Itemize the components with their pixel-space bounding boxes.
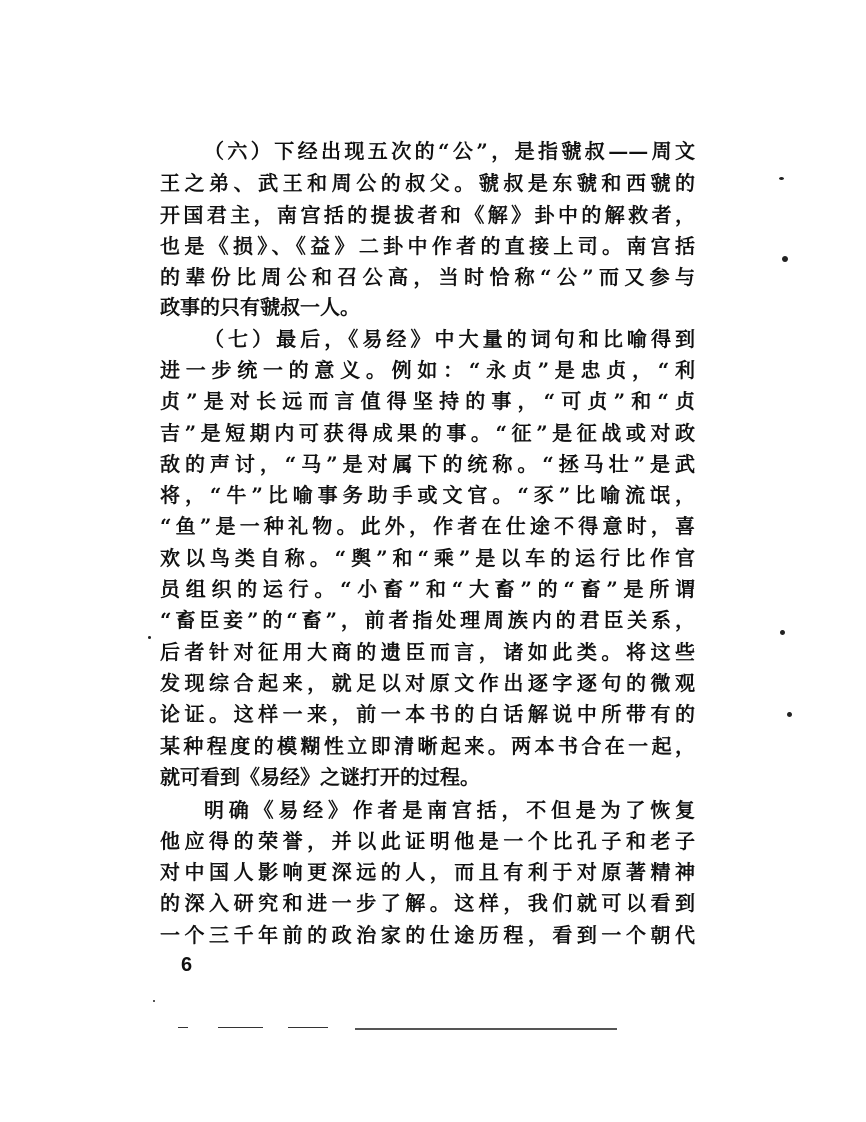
scan-rule bbox=[288, 1027, 328, 1028]
scan-speck bbox=[782, 256, 788, 262]
text-line: 后者针对征用大商的遗臣而言，诸如此类。将这些 bbox=[160, 640, 695, 664]
text-line: 的深入研究和进一步了解。这样，我们就可以看到 bbox=[160, 891, 695, 915]
text-line: 他应得的荣誉，并以此证明他是一个比孔子和老子 bbox=[160, 829, 695, 853]
text-line: 员组织的运行。“小畜”和“大畜”的“畜”是所谓 bbox=[160, 577, 695, 601]
text-line: 进一步统一的意义。例如：“永贞”是忠贞，“利 bbox=[160, 358, 695, 382]
text-line: 论证。这样一来，前一本书的白话解说中所带有的 bbox=[160, 702, 695, 726]
text-line: “畜臣妾”的“畜”，前者指处理周族内的君臣关系， bbox=[160, 608, 695, 632]
text-line: 的辈份比周公和召公高，当时恰称“公”而又参与 bbox=[160, 265, 695, 289]
text-line: 欢以鸟类自称。“舆”和“乘”是以车的运行比作官 bbox=[160, 546, 695, 570]
text-line: 发现综合起来，就足以对原文作出逐字逐句的微观 bbox=[160, 671, 695, 695]
text-line: 一个三千年前的政治家的仕途历程，看到一个朝代 bbox=[160, 923, 695, 947]
page-number: 6 bbox=[181, 954, 193, 976]
text-line: （六）下经出现五次的“公”，是指虢叔——周文 bbox=[204, 139, 695, 163]
scan-speck bbox=[779, 177, 784, 180]
text-line: 将，“牛”比喻事务助手或文官。“豕”比喻流氓， bbox=[160, 483, 695, 507]
text-line: 王之弟、武王和周公的叔父。虢叔是东虢和西虢的 bbox=[160, 171, 695, 195]
scan-speck bbox=[787, 712, 792, 717]
text-line: 贞”是对长远而言值得坚持的事，“可贞”和“贞 bbox=[160, 389, 695, 413]
text-line: 吉”是短期内可获得成果的事。“征”是征战或对政 bbox=[160, 421, 695, 445]
scan-rule bbox=[355, 1028, 617, 1030]
text-line: 也是《损》、《益》二卦中作者的直接上司。南宫括 bbox=[160, 234, 695, 258]
text-line: 明确《易经》作者是南宫括，不但是为了恢复 bbox=[204, 798, 695, 822]
text-line: 政事的只有虢叔一人。 bbox=[160, 295, 360, 319]
scan-speck bbox=[148, 636, 151, 639]
text-line: “鱼”是一种礼物。此外，作者在仕途不得意时，喜 bbox=[160, 514, 695, 538]
scan-rule bbox=[218, 1027, 263, 1028]
scan-rule bbox=[178, 1027, 188, 1028]
scan-speck bbox=[780, 630, 785, 635]
text-line: 就可看到《易经》之谜打开的过程。 bbox=[160, 765, 480, 789]
text-line: 敌的声讨，“马”是对属下的统称。“拯马壮”是武 bbox=[160, 452, 695, 476]
text-line: 开国君主，南宫括的提拔者和《解》卦中的解救者， bbox=[160, 203, 695, 227]
text-line: 某种程度的模糊性立即清晰起来。两本书合在一起， bbox=[160, 734, 695, 758]
text-line: （七）最后，《易经》中大量的词句和比喻得到 bbox=[204, 327, 695, 351]
text-line: 对中国人影响更深远的人，而且有利于对原著精神 bbox=[160, 860, 695, 884]
scan-speck bbox=[153, 1000, 155, 1002]
